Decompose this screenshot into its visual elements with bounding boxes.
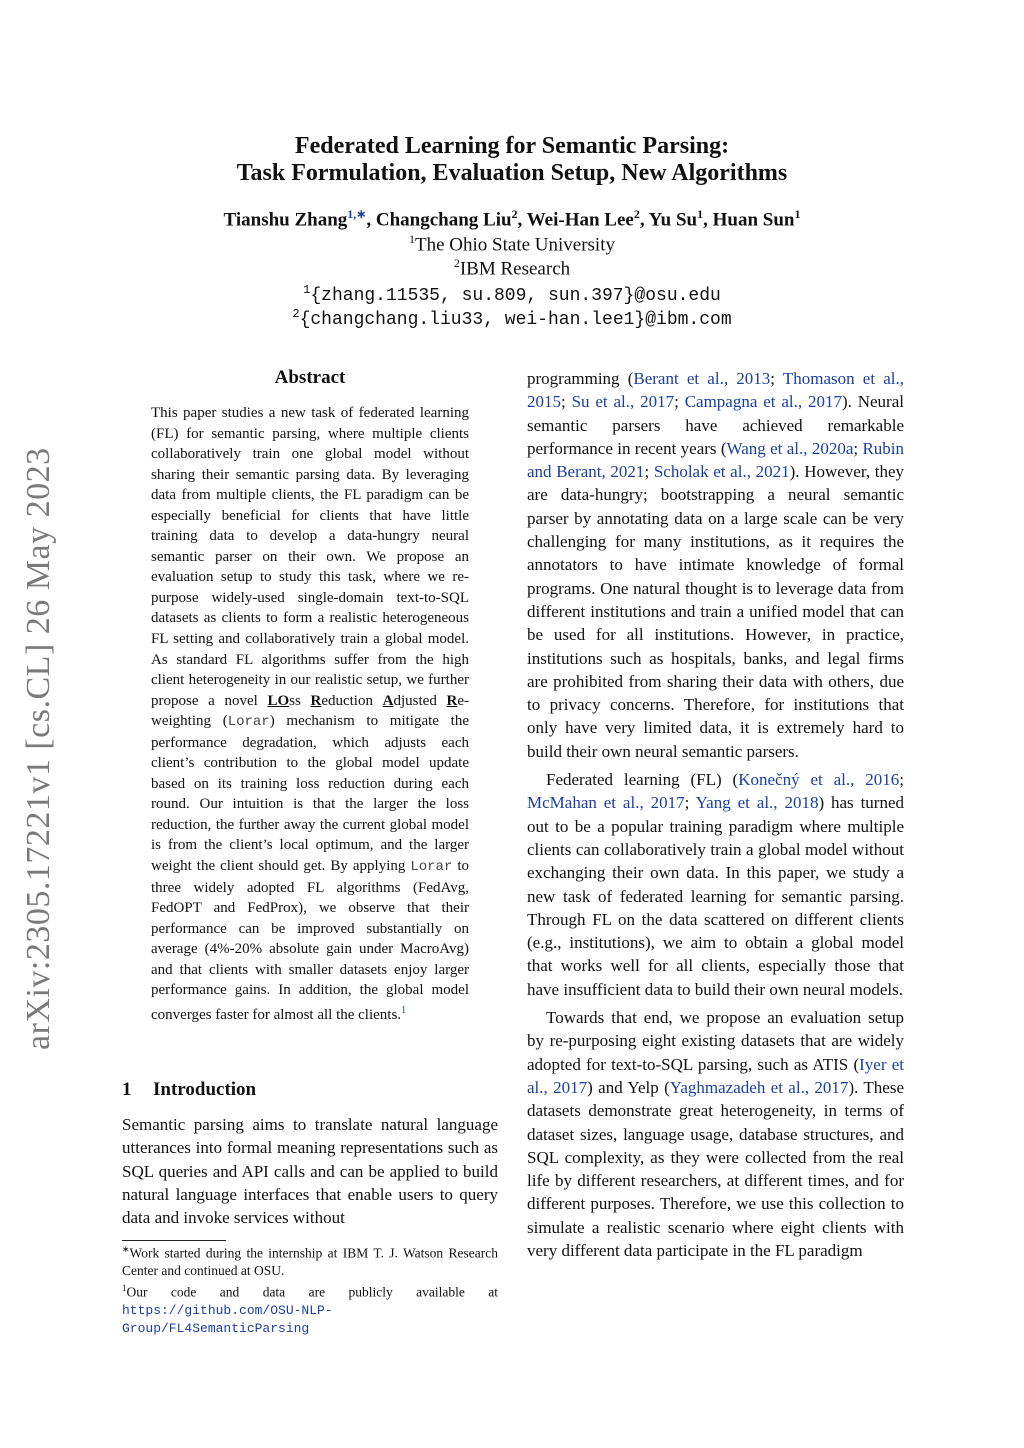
author-name: Tianshu Zhang (223, 209, 348, 231)
citation-link[interactable]: Thomason et al., 2015 (527, 369, 904, 412)
abstract-text: ) mechanism to mitigate the performance degradation, which adjusts each client’s contribution to the global model update based on its training loss reduction during each round. Our intuition is that the larger the loss reduction, the further away the current global model is from the client’s local optimum, and the larger weight the client should get. By applying (151, 713, 469, 875)
body-text: ; (770, 369, 783, 388)
abstract-heading: Abstract (274, 367, 346, 388)
body-text: ; (899, 770, 904, 790)
right-column (527, 367, 904, 1267)
body-text: ). These datasets demonstrate great heterogeneity, in terms of dataset sizes, language usage, database structures, and SQL complexity, as they were collected from the real life by different researchers, at different times, and for different purposes. Therefore, we use this collection to simulate a realistic scenario where eight clients with very different data participate in the FL paradigm (527, 1077, 904, 1260)
acronym-letters: A (382, 692, 394, 709)
paper-title-line2: Task Formulation, Evaluation Setup, New Algorithms (236, 160, 788, 186)
citation-link[interactable]: Campagna et al., 2017 (684, 392, 842, 412)
affiliation-mark: 2 (453, 256, 460, 270)
body-text: Federated learning (FL) ( (546, 770, 739, 790)
body-text: ; (644, 462, 654, 482)
citation-link[interactable]: McMahan et al., 2017 (527, 793, 685, 813)
acronym-letters: LO (267, 692, 290, 709)
arxiv-identifier: arXiv:2305.17221v1 [cs.CL] 26 May 2023 (20, 447, 57, 1050)
footnote-text: Our code and data are publicly available at (126, 1284, 498, 1299)
citation-link[interactable]: Rubin and Berant, 2021 (527, 438, 905, 482)
author-name: Wei-Han Lee (526, 209, 634, 231)
intro-paragraph: Semantic parsing aims to translate natural language utterances into formal meaning representations such as SQL queries and API calls and can be applied to build natural language interfaces that enable users to query data and invoke services without (122, 1115, 498, 1228)
body-text: ). However, they are data-hungry; bootstrapping a neural semantic parser by annotating data on a large scale can be very challenging for many institutions, as it requires the annotators to have intimate knowledge of formal programs. One natural thought is to leverage data from different institutions and train a unified model that can be used for all institutions. However, in practice, institutions such as hospitals, banks, and legal firms are prohibited from sharing their data with others, due to privacy concerns. Therefore, for institutions that only have very limited data, it is extremely hard to build their own neural semantic parsers. (527, 462, 904, 761)
author-affiliation-mark: 1 (794, 207, 801, 221)
footnote-link[interactable]: 1 (401, 1004, 407, 1016)
paper-title-line1: Federated Learning for Semantic Parsing: (294, 133, 730, 159)
body-text: programming ( (527, 369, 634, 388)
citation-link[interactable]: Yang et al., 2018 (695, 793, 819, 813)
acronym-letters: R (310, 692, 322, 709)
body-text: ; (684, 793, 696, 813)
section-heading-introduction (122, 1079, 256, 1101)
body-text: Towards that end, we propose an evaluation setup by re-purposing eight existing datasets that are widely adopted for text-to-SQL parsing, such as ATIS ( (527, 1008, 904, 1074)
author-name: Huan Sun (712, 209, 795, 231)
footnote-text: Work started during the internship at IBM T. J. Watson Research Center and continued at OSU. (122, 1245, 498, 1278)
citation-link[interactable]: Yaghmazadeh et al., 2017 (669, 1077, 849, 1097)
affiliation-name: IBM Research (459, 258, 571, 280)
author-name: Changchang Liu (375, 209, 512, 231)
author-affiliation-mark: 1,∗ (347, 207, 367, 221)
citation-link[interactable]: Iyer et al., 2017 (527, 1054, 904, 1097)
email-text: {changchang.liu33, wei-han.lee1}@ibm.com (299, 310, 732, 330)
abstract-text: djusted (393, 692, 447, 709)
abstract-body (151, 403, 469, 1025)
affiliation-mark: 2 (292, 307, 300, 321)
citation-link[interactable]: Berant et al., 2013 (633, 369, 771, 388)
paragraph-federated-learning (527, 768, 904, 1001)
affiliation-mark: 1 (303, 283, 311, 297)
citation-link[interactable]: Scholak et al., 2021 (653, 462, 790, 482)
abstract-text: e-weighting ( (151, 692, 469, 730)
method-name: Lorar (410, 859, 453, 876)
citation-link[interactable]: Konečný et al., 2016 (738, 770, 900, 790)
author-affiliation-mark: 2 (511, 207, 518, 221)
paragraph-evaluation-setup (527, 1006, 904, 1262)
body-text: ; (561, 392, 572, 412)
affiliation-name: The Ohio State University (415, 234, 615, 256)
abstract-text: This paper studies a new task of federated learning (FL) for semantic parsing, where multiple clients collaboratively train one global model without sharing their semantic parsing data. By leveraging data from multiple clients, the FL paradigm can be especially beneficial for clients that have little training data to develop a data-hungry neural semantic parser on their own. We propose an evaluation setup to study this task, where we re-purpose widely-used single-domain text-to-SQL datasets as clients to form a realistic heterogeneous FL setting and collaboratively train a global model. As standard FL algorithms suffer from the high client heterogeneity in our realistic setup, we further propose a novel (151, 405, 469, 709)
method-name: Lorar (227, 714, 270, 731)
section-number: 1 (122, 1079, 132, 1100)
citation-link[interactable]: Wang et al., 2020a (726, 438, 854, 458)
email-ibm (0, 307, 1024, 330)
footnote-mark: ∗ (122, 1244, 130, 1254)
footnote-1 (122, 1241, 498, 1280)
email-text: {zhang.11535, su.809, sun.397}@osu.edu (310, 286, 721, 306)
code-repository-link[interactable]: https://github.com/OSU-NLP-Group/FL4SemanticParsing (122, 1302, 333, 1336)
paragraph-neural-parsers (527, 367, 904, 763)
acronym-letters: R (446, 692, 458, 709)
affiliation-osu (0, 232, 1024, 256)
author-affiliation-mark: 1 (697, 207, 704, 221)
email-osu (0, 283, 1024, 306)
author-name: Yu Su (648, 209, 698, 231)
footnote-2 (122, 1280, 498, 1338)
footnotes (122, 1241, 498, 1338)
abstract-text: eduction (321, 692, 383, 709)
footnote-mark: 1 (122, 1282, 127, 1293)
abstract-text: ss (289, 692, 311, 709)
affiliation-mark: 1 (409, 232, 415, 246)
body-text: ). Neural semantic parsers have achieved remarkable performance in recent years ( (527, 392, 904, 458)
body-text: ) and Yelp ( (587, 1077, 670, 1097)
body-text: ; (674, 392, 685, 412)
body-text: ; (853, 438, 863, 458)
affiliation-ibm (0, 256, 1024, 280)
abstract-text: to three widely adopted FL algorithms (FedAvg, FedOPT and FedProx), we observe that their performance can be improved substantially on average (4%-20% absolute gain under MacroAvg) and that clients with smaller datasets enjoy larger performance gains. In addition, the global model converges faster for almost all the clients. (151, 858, 469, 1023)
author-affiliation-mark: 2 (633, 207, 640, 221)
citation-link[interactable]: Su et al., 2017 (571, 392, 675, 412)
section-title: Introduction (153, 1079, 257, 1100)
body-text: ) has turned out to be a popular training paradigm where multiple clients can collaboratively train a global model without exchanging their own data. In this paper, we study a new task of federated learning for semantic parsing. Through FL on the data scattered on different clients (e.g., institutions), we aim to obtain a global model that works well for all clients, especially those that have insufficient data to build their own neural models. (527, 793, 904, 999)
author-list: Tianshu Zhang$^{1,∗}$, Changchang Liu$^2$, Wei-Han Lee$^2$, Yu Su$^1$, Huan Sun$^1$ (223, 207, 801, 231)
